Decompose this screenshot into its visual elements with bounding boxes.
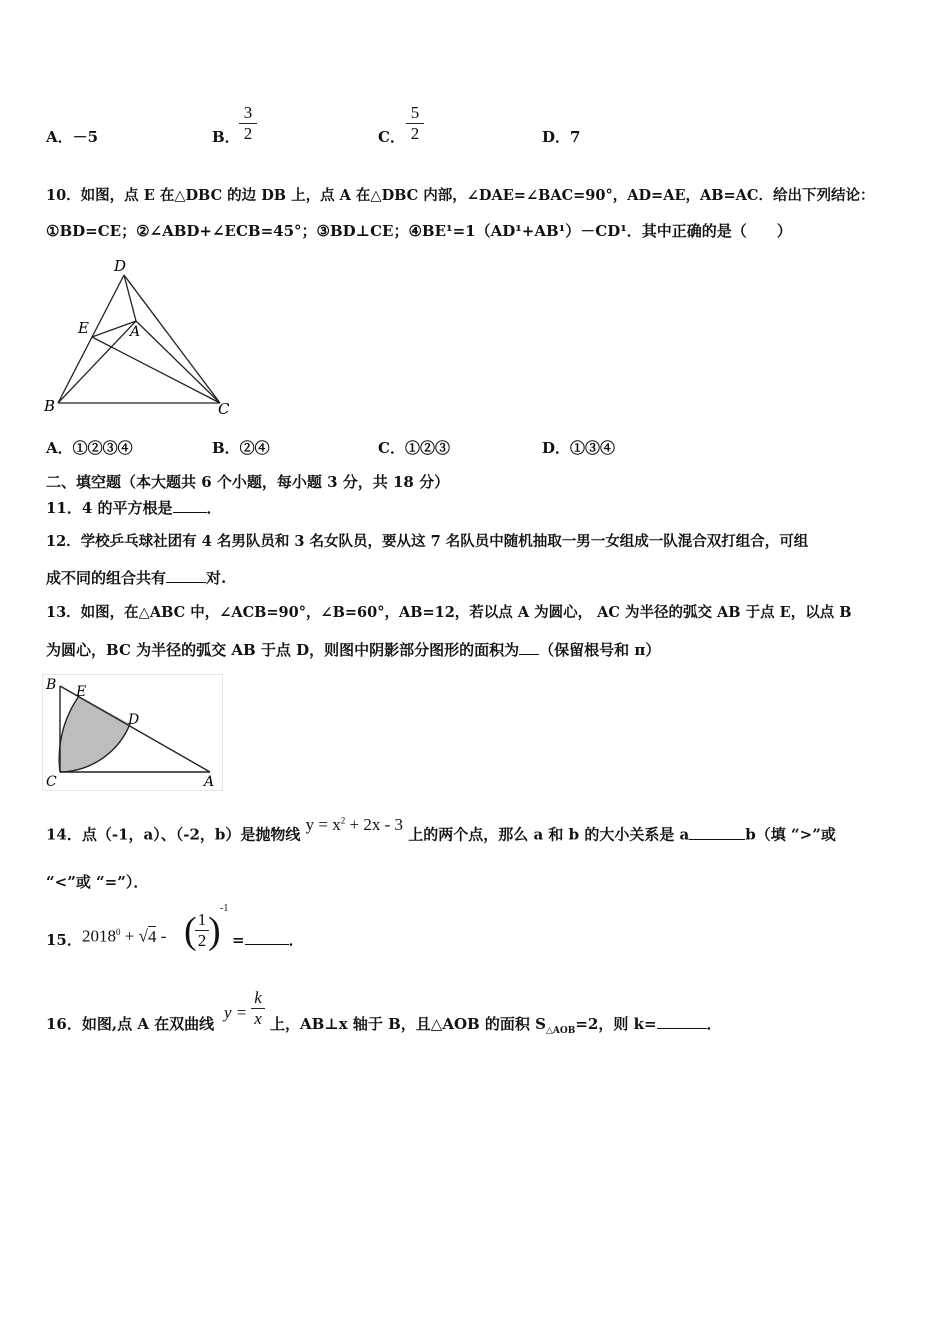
formula-exponent: 2 bbox=[340, 815, 346, 825]
q16-y-equals: y = bbox=[224, 1003, 248, 1022]
q9-option-c-fraction bbox=[405, 103, 425, 144]
answer-blank bbox=[689, 825, 745, 840]
answer-blank bbox=[173, 498, 207, 513]
q12-line2 bbox=[46, 568, 226, 588]
label-d: D bbox=[114, 257, 127, 275]
q10-stem-line2: ①BD=CE；②∠ABD+∠ECB=45°；③BD⊥CE；④BE¹=1（AD¹+AB¹）－CD¹．其中正确的是（ ） bbox=[46, 222, 792, 240]
sqrt-symbol: √ bbox=[138, 926, 148, 946]
plus-sign: + bbox=[120, 926, 139, 946]
base-exponent: 0 bbox=[116, 927, 121, 937]
fraction-denominator: 2 bbox=[410, 124, 420, 143]
q16-fraction bbox=[250, 988, 266, 1029]
formula-rest: + 2x - 3 bbox=[345, 814, 403, 834]
label-b: B bbox=[46, 677, 57, 693]
left-paren: ( bbox=[184, 910, 197, 952]
sqrt-argument: 4 bbox=[147, 926, 157, 946]
q13-triangle-figure bbox=[42, 674, 224, 792]
q12-line2-post: 对. bbox=[206, 569, 227, 587]
q10-option-a: A．①②③④ bbox=[46, 439, 133, 457]
equals-sign: = bbox=[232, 931, 245, 949]
answer-blank bbox=[245, 930, 289, 945]
fraction-denominator: 2 bbox=[197, 931, 207, 950]
q11-text: 11．4 的平方根是 bbox=[46, 499, 173, 517]
q13-line2-pre: 为圆心，BC 为半径的弧交 AB 于点 D，则图中阴影部分图形的面积为 bbox=[46, 641, 520, 659]
fraction-numerator: 5 bbox=[410, 103, 420, 122]
q12-line2-pre: 成不同的组合共有 bbox=[46, 569, 167, 587]
q16-end: ． bbox=[706, 1015, 722, 1033]
q10-stem-line1: 10．如图，点 E 在△DBC 的边 DB 上，点 A 在△DBC 内部，∠DAE=∠BAC=90°，AD=AE，AB=AC．给出下列结论： bbox=[46, 187, 875, 204]
q14-post: 上的两个点，那么 a 和 b 的大小关系是 a bbox=[408, 825, 690, 844]
formula-y: y = x bbox=[305, 814, 341, 834]
segment-ac bbox=[136, 321, 220, 403]
q9-option-a: A．－5 bbox=[46, 128, 99, 146]
fraction-numerator: k bbox=[254, 988, 262, 1007]
label-b: B bbox=[44, 397, 56, 415]
q14-parabola-formula bbox=[306, 815, 403, 834]
q9-option-c-label: C． bbox=[378, 128, 405, 146]
label-c: C bbox=[46, 774, 57, 790]
segment-da bbox=[124, 275, 136, 321]
segment-bd bbox=[58, 275, 124, 403]
q9-option-b-label: B． bbox=[212, 128, 240, 146]
paren-exponent: -1 bbox=[220, 903, 229, 914]
q10-triangle-figure bbox=[40, 255, 240, 420]
q16-mid: 上，AB⊥x 轴于 B，且△AOB 的面积 S bbox=[270, 1015, 546, 1033]
q12-line1: 12．学校乒乓球社团有 4 名男队员和 3 名女队员，要从这 7 名队员中随机抽取一男一女组成一队混合双打组合，可组 bbox=[46, 533, 809, 550]
label-a: A bbox=[130, 324, 141, 340]
q13-line2 bbox=[46, 640, 660, 660]
section-2-heading: 二、填空题（本大题共 6 个小题，每小题 3 分，共 18 分） bbox=[46, 473, 450, 491]
label-d: D bbox=[128, 712, 140, 728]
q10-option-d: D．①③④ bbox=[542, 439, 616, 457]
area-subscript: △AOB bbox=[545, 1026, 576, 1036]
label-e: E bbox=[78, 319, 89, 337]
shaded-region bbox=[59, 696, 130, 772]
q13-line1: 13．如图，在△ABC 中，∠ACB=90°，∠B=60°，AB=12，若以点 A 为圆心， AC 为半径的弧交 AB 于点 E，以点 B bbox=[46, 604, 852, 621]
q15-label: 15． bbox=[46, 931, 82, 949]
q15-end: ． bbox=[288, 931, 304, 949]
answer-blank bbox=[519, 640, 539, 655]
fraction-numerator: 1 bbox=[197, 910, 207, 929]
label-c: C bbox=[218, 400, 230, 418]
q11-end: ． bbox=[206, 499, 222, 517]
answer-blank bbox=[657, 1014, 707, 1029]
fraction-numerator: 3 bbox=[243, 103, 253, 122]
base: 2018 bbox=[82, 926, 116, 946]
q10-option-b: B．②④ bbox=[212, 439, 270, 457]
q14-post2: b（填 “>”或 bbox=[745, 825, 836, 844]
right-paren: ) bbox=[208, 910, 221, 952]
answer-blank bbox=[166, 568, 206, 583]
label-e: E bbox=[76, 684, 87, 700]
q15-tail bbox=[232, 930, 304, 950]
q9-option-b-fraction bbox=[238, 103, 258, 144]
minus-sign: - bbox=[156, 926, 167, 946]
q9-option-d: D．7 bbox=[542, 128, 581, 146]
segment-ec bbox=[92, 337, 220, 403]
q11 bbox=[46, 498, 222, 518]
q16-pre: 16．如图,点 A 在双曲线 bbox=[46, 1015, 215, 1033]
q14-line2: “<”或 “=”）． bbox=[46, 873, 149, 891]
q13-line2-post: （保留根号和 π） bbox=[539, 641, 661, 659]
label-a: A bbox=[204, 774, 215, 790]
segment-ba bbox=[58, 321, 136, 403]
q16-post: =2，则 k= bbox=[575, 1015, 657, 1033]
q14-line1 bbox=[46, 814, 836, 845]
q10-option-c: C．①②③ bbox=[378, 439, 450, 457]
q16-rest bbox=[270, 1014, 722, 1041]
fraction-denominator: x bbox=[254, 1009, 262, 1028]
q15-expression-left bbox=[82, 922, 166, 947]
fraction-denominator: 2 bbox=[243, 124, 253, 143]
q14-pre: 14．点（-1，a）、（-2，b）是抛物线 bbox=[46, 825, 301, 844]
